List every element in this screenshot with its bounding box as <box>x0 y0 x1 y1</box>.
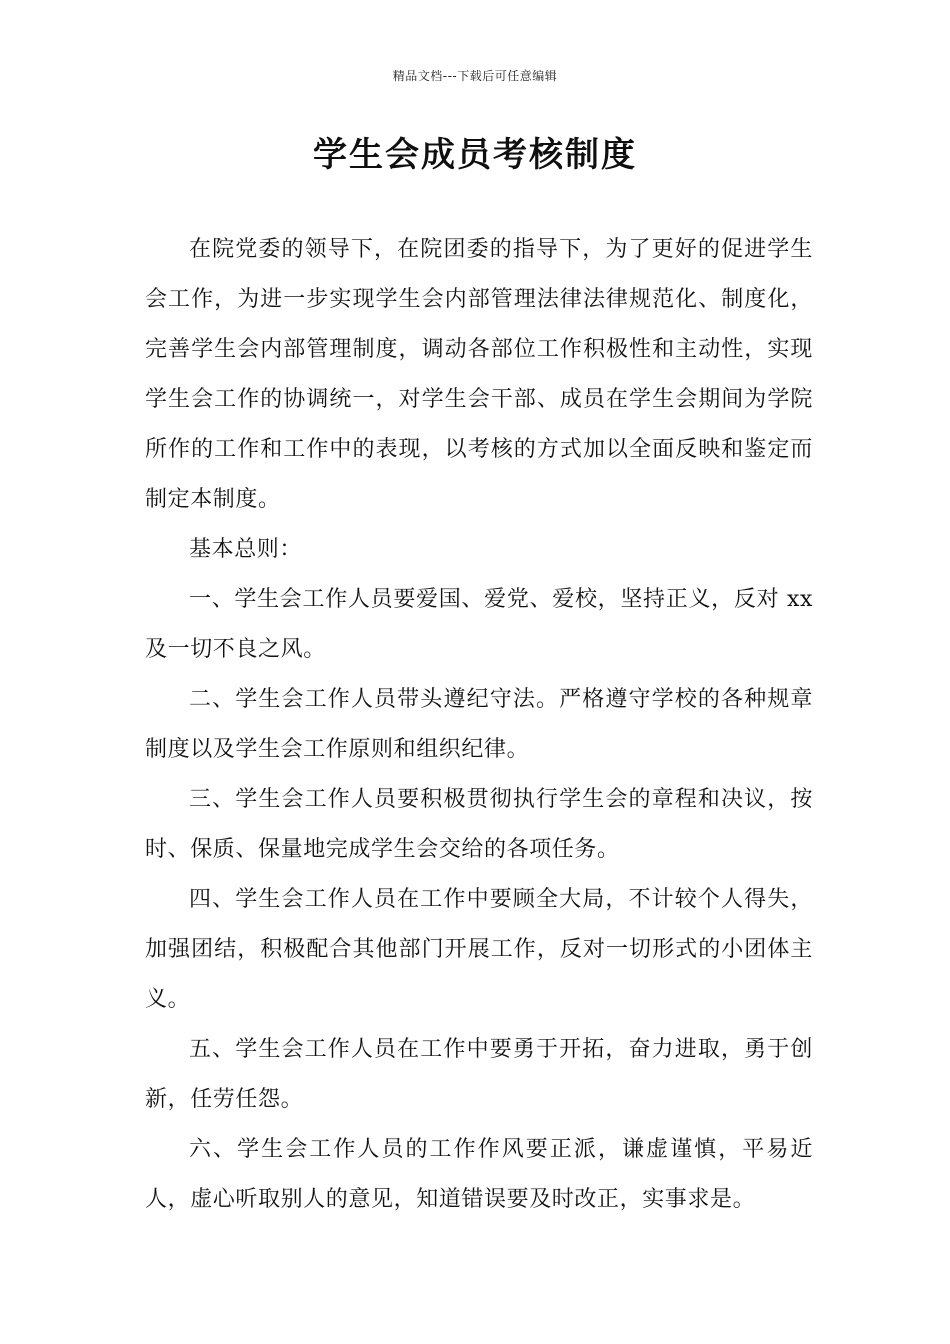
rule-paragraph-2: 二、学生会工作人员带头遵纪守法。严格遵守学校的各种规章制度以及学生会工作原则和组织纪律。 <box>145 687 813 762</box>
document-body <box>145 225 813 1225</box>
document-title: 学生会成员考核制度 <box>313 135 637 175</box>
header-note: 精品文档---下载后可任意编辑 <box>392 69 558 83</box>
rule-paragraph-3: 三、学生会工作人员要积极贯彻执行学生会的章程和决议，按时、保质、保量地完成学生会交给的各项任务。 <box>145 787 813 862</box>
rule-paragraph-5: 五、学生会工作人员在工作中要勇于开拓，奋力进取，勇于创新，任劳任怨。 <box>145 1037 813 1112</box>
section-heading: 基本总则： <box>189 537 303 562</box>
rule-paragraph-4: 四、学生会工作人员在工作中要顾全大局，不计较个人得失，加强团结，积极配合其他部门开展工作，反对一切形式的小团体主义。 <box>145 887 813 1012</box>
intro-paragraph: 在院党委的领导下，在院团委的指导下，为了更好的促进学生会工作，为进一步实现学生会内部管理法律法律规范化、制度化，完善学生会内部管理制度，调动各部位工作积极性和主动性，实现学生会工作的协调统一，对学生会干部、成员在学生会期间为学院所作的工作和工作中的表现，以考核的方式加以全面反映和鉴定而制定本制度。 <box>145 237 813 512</box>
rule-paragraph-6: 六、学生会工作人员的工作作风要正派，谦虚谨慎，平易近人，虚心听取别人的意见，知道错误要及时改正，实事求是。 <box>145 1137 813 1212</box>
rule-paragraph-1: 一、学生会工作人员要爱国、爱党、爱校，坚持正义，反对 xx 及一切不良之风。 <box>145 587 813 662</box>
